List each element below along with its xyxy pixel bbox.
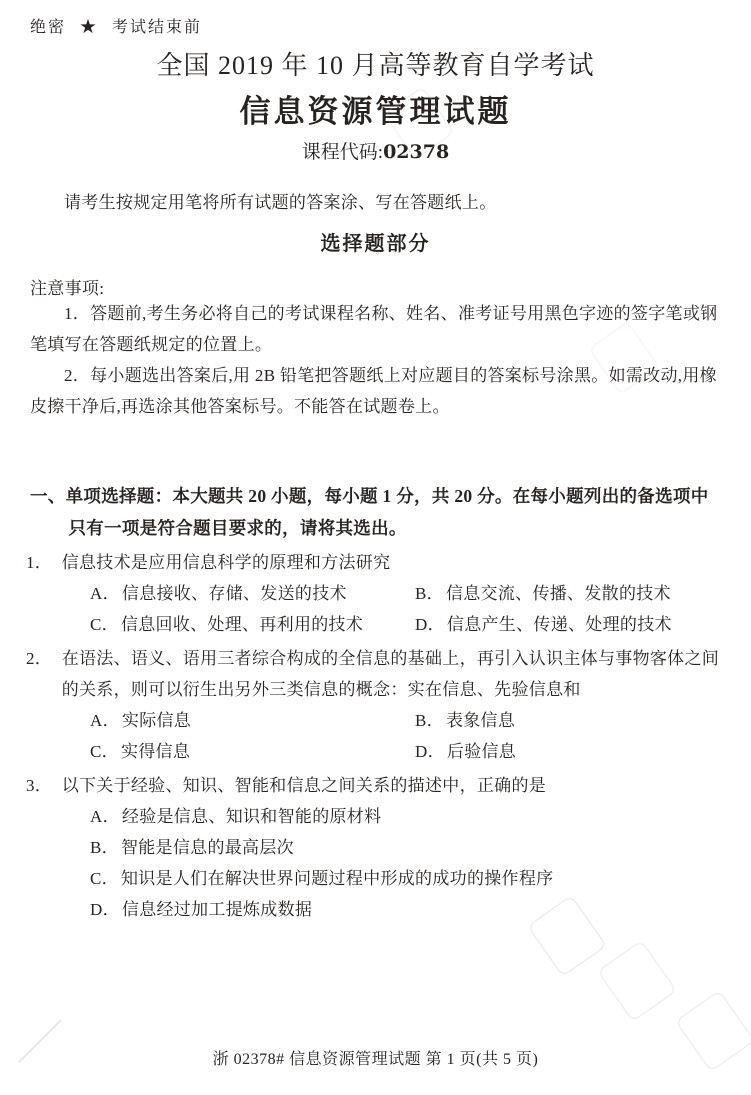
page-subtitle: 信息资源管理试题 (239, 94, 512, 130)
option (415, 579, 721, 610)
instruction-text: 请考生按规定用笔将所有试题的答案涂、写在答题纸上。 (64, 193, 497, 212)
option (90, 864, 721, 895)
option (90, 737, 415, 768)
option-label: C． (90, 868, 119, 888)
option-text: 信息回收、处理、再利用的技术 (120, 615, 364, 635)
part1-heading: 一、单项选择题：本大题共 20 小题，每小题 1 分，共 20 分。在每小题列出的备选项中只有一项是符合题目要求的，请将其选出。 (30, 485, 709, 538)
question-number: 2． (26, 649, 53, 669)
option-group (90, 706, 721, 768)
option (415, 706, 721, 737)
option-label: C． (90, 615, 119, 635)
watermark (597, 940, 677, 1022)
question-text: 以下关于经验、知识、智能和信息之间关系的描述中，正确的是 (61, 776, 547, 795)
option (90, 802, 721, 833)
notice-item: 2．每小题选出答案后,用 2B 铅笔把答题纸上对应题目的答案标号涂黑。如需改动,用橡皮擦干净后,再选涂其他答案标号。不能答在试题卷上。 (30, 365, 717, 416)
question-number: 3． (26, 776, 53, 795)
option (90, 833, 721, 864)
option (90, 579, 415, 610)
option-text: 实得信息 (120, 742, 191, 762)
option-label: A． (90, 584, 120, 604)
question (26, 644, 721, 768)
option-label: D． (415, 615, 445, 635)
option-label: A． (90, 711, 120, 731)
question-stem (26, 548, 721, 579)
notice-item: 1．答题前,考生务必将自己的考试课程名称、姓名、准考证号用黑色字迹的签字笔或钢笔填写在答题纸规定的位置上。 (30, 304, 718, 354)
option-label: D． (90, 899, 120, 919)
option-label: C． (90, 742, 119, 762)
option-label: B． (90, 837, 119, 857)
option-group (90, 802, 721, 926)
option-label: D． (415, 742, 445, 762)
option-group (90, 579, 721, 641)
question-number: 1． (26, 553, 53, 573)
question-text: 信息技术是应用信息科学的原理和方法研究 (61, 553, 391, 573)
option-text: 智能是信息的最高层次 (120, 837, 294, 857)
option (90, 610, 415, 641)
course-code (30, 137, 721, 164)
option-text: 信息接收、存储、发送的技术 (121, 584, 347, 604)
option-text: 知识是人们在解决世界问题过程中形成的成功的操作程序 (120, 868, 554, 888)
option-label: A． (90, 806, 120, 826)
question-text: 在语法、语义、语用三者综合构成的全信息的基础上，再引入认识主体与事物客体之间的关系，则可以衍生出另外三类信息的概念：实在信息、先验信息和 (61, 649, 720, 700)
course-code-label: 课程代码: (301, 142, 384, 163)
notes-list (30, 299, 721, 423)
option-label: B． (415, 584, 444, 604)
question-stem (26, 771, 721, 802)
section-title: 选择题部分 (320, 231, 431, 255)
question (26, 548, 721, 641)
course-code-value: 02378 (383, 141, 450, 163)
classification-banner: 绝密 ★ 考试结束前 (30, 19, 203, 36)
question-stem (26, 644, 721, 706)
question (26, 771, 721, 926)
option (90, 895, 721, 926)
option-text: 表象信息 (445, 711, 516, 731)
option-label: B． (415, 711, 444, 731)
page-footer: 浙 02378# 信息资源管理试题 第 1 页(共 5 页) (212, 1051, 539, 1068)
option (415, 610, 721, 641)
page-title: 全国 2019 年 10 月高等教育自学考试 (156, 51, 595, 80)
option-text: 信息产生、传递、处理的技术 (446, 615, 672, 635)
option-text: 实际信息 (121, 711, 192, 731)
option-text: 后验信息 (446, 742, 517, 762)
option-text: 经验是信息、知识和智能的原材料 (121, 806, 382, 826)
notes-heading: 注意事项: (30, 279, 105, 298)
question-list (26, 548, 721, 925)
option-text: 信息经过加工提炼成数据 (121, 899, 313, 919)
option-text: 信息交流、传播、发散的技术 (445, 584, 671, 604)
option (415, 737, 721, 768)
option (90, 706, 415, 737)
